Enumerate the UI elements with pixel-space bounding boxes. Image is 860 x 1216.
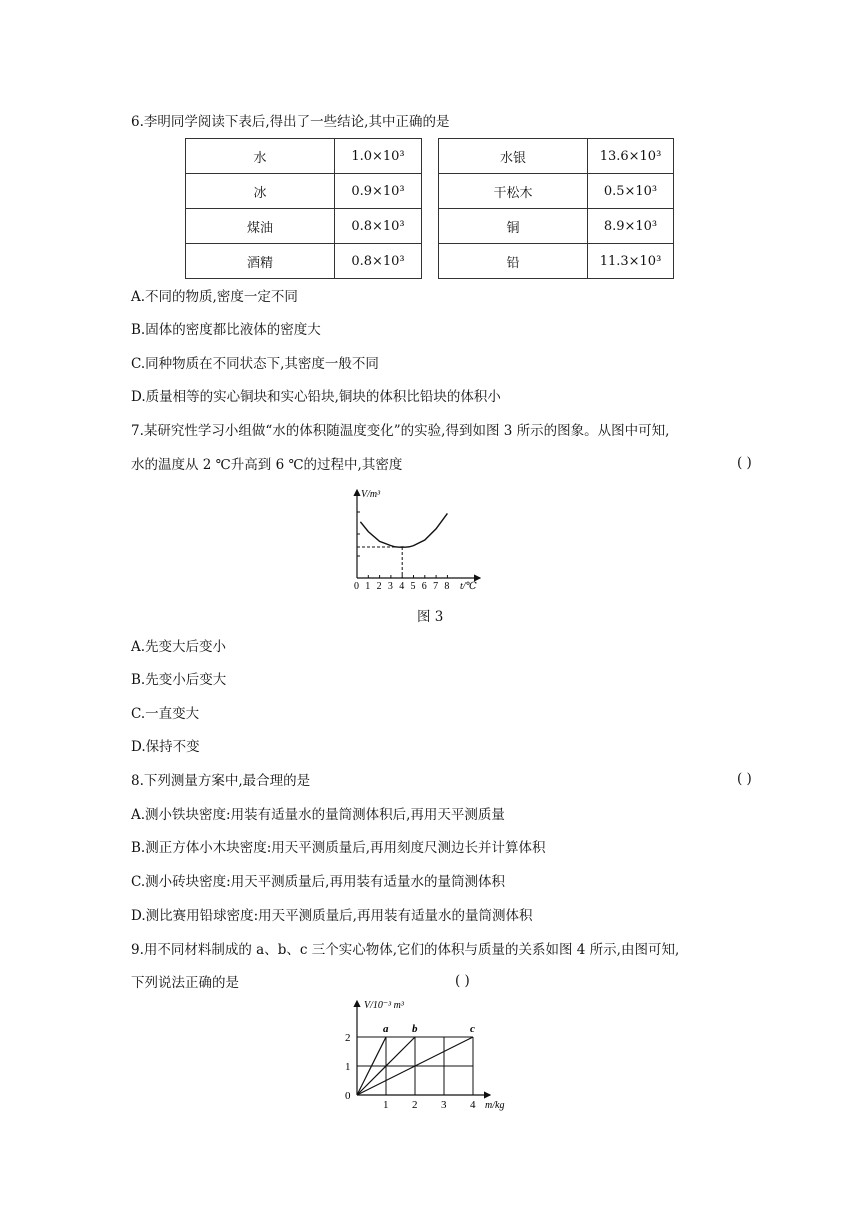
- fig4-x-tick-label: 4: [470, 1099, 476, 1111]
- fig3-xlabel: t/℃: [460, 581, 477, 592]
- density-value: 0.8×10³: [335, 244, 422, 279]
- density-value: 0.5×10³: [588, 174, 674, 209]
- fig3-x-tick-label: 4: [399, 581, 405, 592]
- line-label-a: a: [383, 1023, 389, 1035]
- q7-option-b: B.先变小后变大: [131, 672, 227, 688]
- fig3-x-tick-label: 6: [421, 581, 427, 592]
- q7-stem-line2: 水的温度从 2 ℃升高到 6 ℃的过程中,其密度: [131, 457, 403, 473]
- substance-name: 冰: [186, 174, 335, 209]
- substance-name: 水银: [439, 139, 588, 174]
- fig3-x-tick-label: 7: [433, 581, 439, 592]
- q7-option-a: A.先变大后变小: [131, 639, 227, 655]
- fig3-x-tick-label: 1: [365, 581, 371, 592]
- table-row: [439, 139, 674, 174]
- table-row: [439, 209, 674, 244]
- density-value: 1.0×10³: [335, 139, 422, 174]
- q8-option-b: B.测正方体小木块密度:用天平测质量后,再用刻度尺测边长并计算体积: [131, 840, 546, 856]
- q7-option-d: D.保持不变: [131, 739, 200, 755]
- fig3-x-tick-label: 8: [444, 581, 450, 592]
- q8-option-c: C.测小砖块密度:用天平测质量后,再用装有适量水的量筒测体积: [131, 874, 505, 890]
- q9-stem-line1: 9.用不同材料制成的 a、b、c 三个实心物体,它们的体积与质量的关系如图 4 所示,由图可知,: [131, 942, 680, 958]
- q8-stem: 8.下列测量方案中,最合理的是: [131, 773, 311, 789]
- density-value: 8.9×10³: [588, 209, 674, 244]
- table-row: [186, 209, 422, 244]
- figure-4-volume-mass-graph: [335, 995, 525, 1113]
- fig4-y-tick-label: 1: [345, 1061, 351, 1073]
- table-row: [439, 244, 674, 279]
- substance-name: 酒精: [186, 244, 335, 279]
- q6-option-a: A.不同的物质,密度一定不同: [131, 289, 298, 305]
- table-row: [439, 174, 674, 209]
- line-label-c: c: [470, 1023, 475, 1035]
- fig3-x-tick-label: 5: [410, 581, 416, 592]
- q9-answer-paren: ( ): [455, 973, 470, 989]
- volume-curve: [360, 513, 447, 547]
- density-value: 11.3×10³: [588, 244, 674, 279]
- fig4-xlabel: m/kg: [485, 1100, 505, 1111]
- density-value: 0.9×10³: [335, 174, 422, 209]
- fig4-x-tick-label: 1: [383, 1099, 389, 1111]
- fig4-ylabel: V/10⁻³ m³: [364, 1000, 404, 1011]
- substance-name: 铜: [439, 209, 588, 244]
- density-value: 0.8×10³: [335, 209, 422, 244]
- q8-option-d: D.测比赛用铅球密度:用天平测质量后,再用装有适量水的量筒测体积: [131, 908, 533, 924]
- density-table-left: [185, 138, 422, 279]
- q7-option-c: C.一直变大: [131, 706, 200, 722]
- table-row: [186, 244, 422, 279]
- q6-option-d: D.质量相等的实心铜块和实心铅块,铜块的体积比铅块的体积小: [131, 389, 501, 405]
- fig4-y-tick-label: 2: [345, 1032, 351, 1044]
- substance-name: 铅: [439, 244, 588, 279]
- fig3-ylabel: V/m³: [361, 489, 381, 500]
- substance-name: 煤油: [186, 209, 335, 244]
- density-table-right: [438, 138, 674, 279]
- substance-name: 干松木: [439, 174, 588, 209]
- fig4-y-tick-label: 0: [345, 1090, 351, 1102]
- line-label-b: b: [412, 1023, 418, 1035]
- q7-stem-line1: 7.某研究性学习小组做“水的体积随温度变化”的实验,得到如图 3 所示的图象。从图中可知,: [131, 423, 670, 439]
- figure-3-caption: 图 3: [417, 609, 444, 625]
- substance-name: 水: [186, 139, 335, 174]
- q6-option-b: B.固体的密度都比液体的密度大: [131, 322, 321, 338]
- q6-stem: 6.李明同学阅读下表后,得出了一些结论,其中正确的是: [131, 114, 450, 130]
- fig3-x-tick-label: 2: [376, 581, 382, 592]
- fig3-x-tick-label: 0: [354, 581, 359, 592]
- q6-option-c: C.同种物质在不同状态下,其密度一般不同: [131, 356, 379, 372]
- q9-stem-line2: 下列说法正确的是: [131, 975, 239, 991]
- fig3-x-tick-label: 3: [387, 581, 393, 592]
- q7-answer-paren: ( ): [737, 455, 752, 471]
- q8-option-a: A.测小铁块密度:用装有适量水的量筒测体积后,再用天平测质量: [131, 807, 505, 823]
- table-row: [186, 174, 422, 209]
- q8-answer-paren: ( ): [737, 771, 752, 787]
- fig4-x-tick-label: 2: [412, 1099, 418, 1111]
- density-value: 13.6×10³: [588, 139, 674, 174]
- figure-3-volume-temperature-graph: [340, 484, 490, 594]
- table-row: [186, 139, 422, 174]
- fig4-x-tick-label: 3: [441, 1099, 447, 1111]
